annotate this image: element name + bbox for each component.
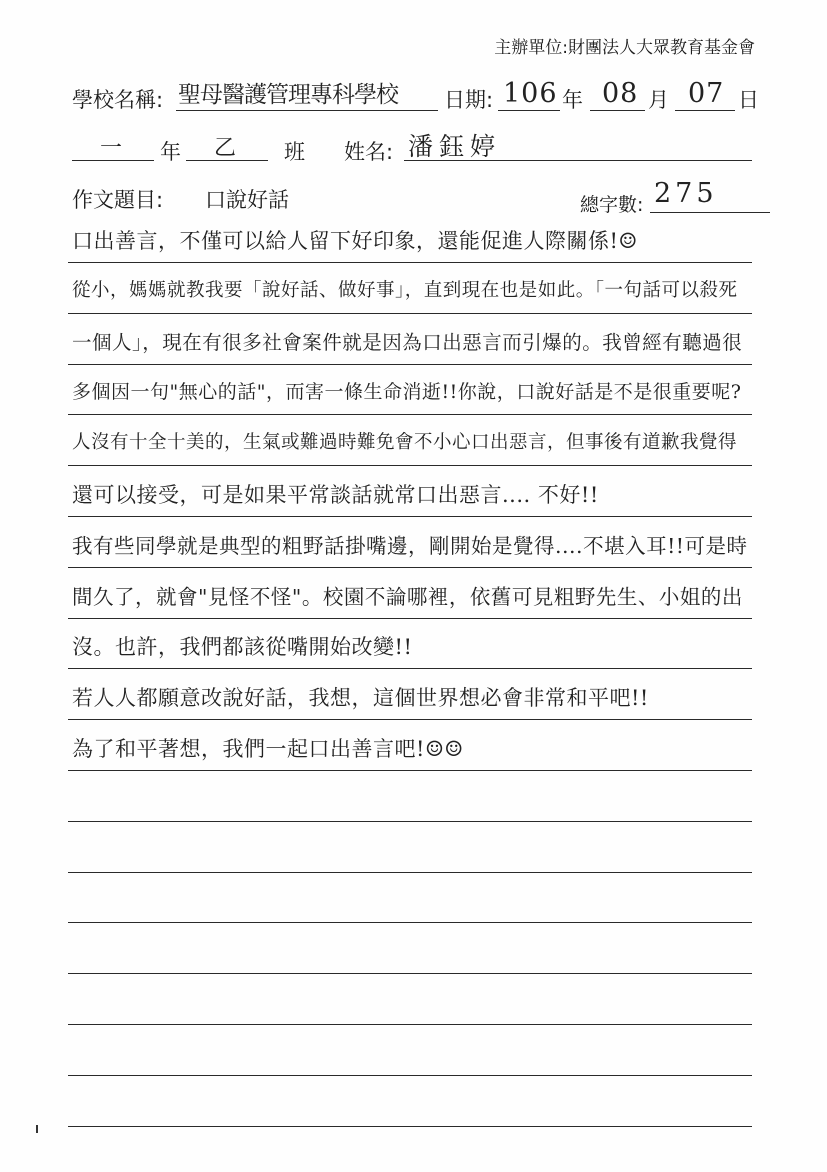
essay-rule-line	[68, 1075, 752, 1076]
essay-rule-line	[68, 1126, 752, 1127]
essay-rule-line	[68, 821, 752, 822]
essay-rule-line	[68, 618, 752, 619]
essay-line: 沒。也許，我們都該從嘴開始改變!!	[72, 635, 413, 660]
essay-line: 人沒有十全十美的，生氣或難過時難免會不小心口出惡言，但事後有道歉我覺得	[72, 432, 738, 454]
topic-value: 口說好話	[205, 188, 289, 212]
essay-line: 為了和平著想，我們一起口出善言吧!☺☺	[72, 737, 464, 761]
essay-line: 間久了，就會"見怪不怪"。校園不論哪裡，依舊可見粗野先生、小姐的出	[72, 584, 743, 609]
name-value: 潘鈺婷	[408, 132, 502, 161]
essay-rule-line	[68, 668, 752, 669]
year-value: 106	[503, 78, 558, 109]
essay-line: 若人人都願意改說好話，我想，這個世界想必會非常和平吧!!	[72, 686, 649, 711]
class-unit: 班	[284, 140, 305, 164]
month-unit: 月	[648, 88, 669, 112]
word-count-label: 總字數:	[580, 194, 644, 216]
topic-label: 作文題目:	[72, 188, 164, 212]
day-unit: 日	[738, 88, 759, 112]
essay-rule-line	[68, 973, 752, 974]
essay-rule-line	[68, 719, 752, 720]
day-underline	[675, 110, 735, 111]
essay-line: 從小，媽媽就教我要「說好話、做好事」，直到現在也是如此。「一句話可以殺死	[72, 279, 738, 301]
essay-line: 口出善言，不僅可以給人留下好印象，還能促進人際關係!☺	[72, 229, 638, 253]
year-underline	[498, 110, 560, 111]
grade-underline	[72, 160, 154, 161]
class-underline	[186, 160, 268, 161]
grade-value: 一	[100, 136, 124, 161]
essay-rule-line	[68, 1024, 752, 1025]
essay-rule-line	[68, 414, 752, 415]
essay-rule-line	[68, 872, 752, 873]
essay-rule-line	[68, 770, 752, 771]
organizer-text: 主辦單位:財團法人大眾教育基金會	[494, 38, 755, 58]
essay-line: 多個因一句"無心的話"，而害一條生命消逝!!你說，口說好話是不是很重要呢?	[72, 381, 742, 404]
school-underline	[176, 110, 438, 111]
essay-rule-line	[68, 516, 752, 517]
date-label: 日期:	[444, 88, 494, 112]
school-label: 學校名稱:	[72, 88, 164, 112]
year-unit: 年	[562, 88, 583, 112]
month-underline	[590, 110, 645, 111]
name-label: 姓名:	[344, 140, 394, 164]
essay-rule-line	[68, 364, 752, 365]
essay-line: 還可以接受，可是如果平常談話就常口出惡言.... 不好!!	[72, 483, 599, 507]
class-value: 乙	[214, 136, 238, 161]
word-count-underline	[650, 212, 770, 213]
school-value: 聖母醫護管理專科學校	[178, 82, 398, 108]
name-underline	[404, 160, 752, 161]
essay-rule-line	[68, 922, 752, 923]
essay-rule-line	[68, 465, 752, 466]
day-value: 07	[688, 78, 725, 109]
essay-rule-line	[68, 567, 752, 568]
essay-rule-line	[68, 313, 752, 314]
margin-mark	[36, 1125, 38, 1133]
essay-line: 我有些同學就是典型的粗野話掛嘴邊，剛開始是覺得....不堪入耳!!可是時	[72, 533, 748, 558]
month-value: 08	[602, 78, 639, 109]
word-count-value: 275	[654, 178, 718, 209]
essay-line: 一個人」，現在有很多社會案件就是因為口出惡言而引爆的。我曾經有聽過很	[72, 330, 743, 354]
grade-unit: 年	[160, 140, 181, 164]
essay-rule-line	[68, 262, 752, 263]
